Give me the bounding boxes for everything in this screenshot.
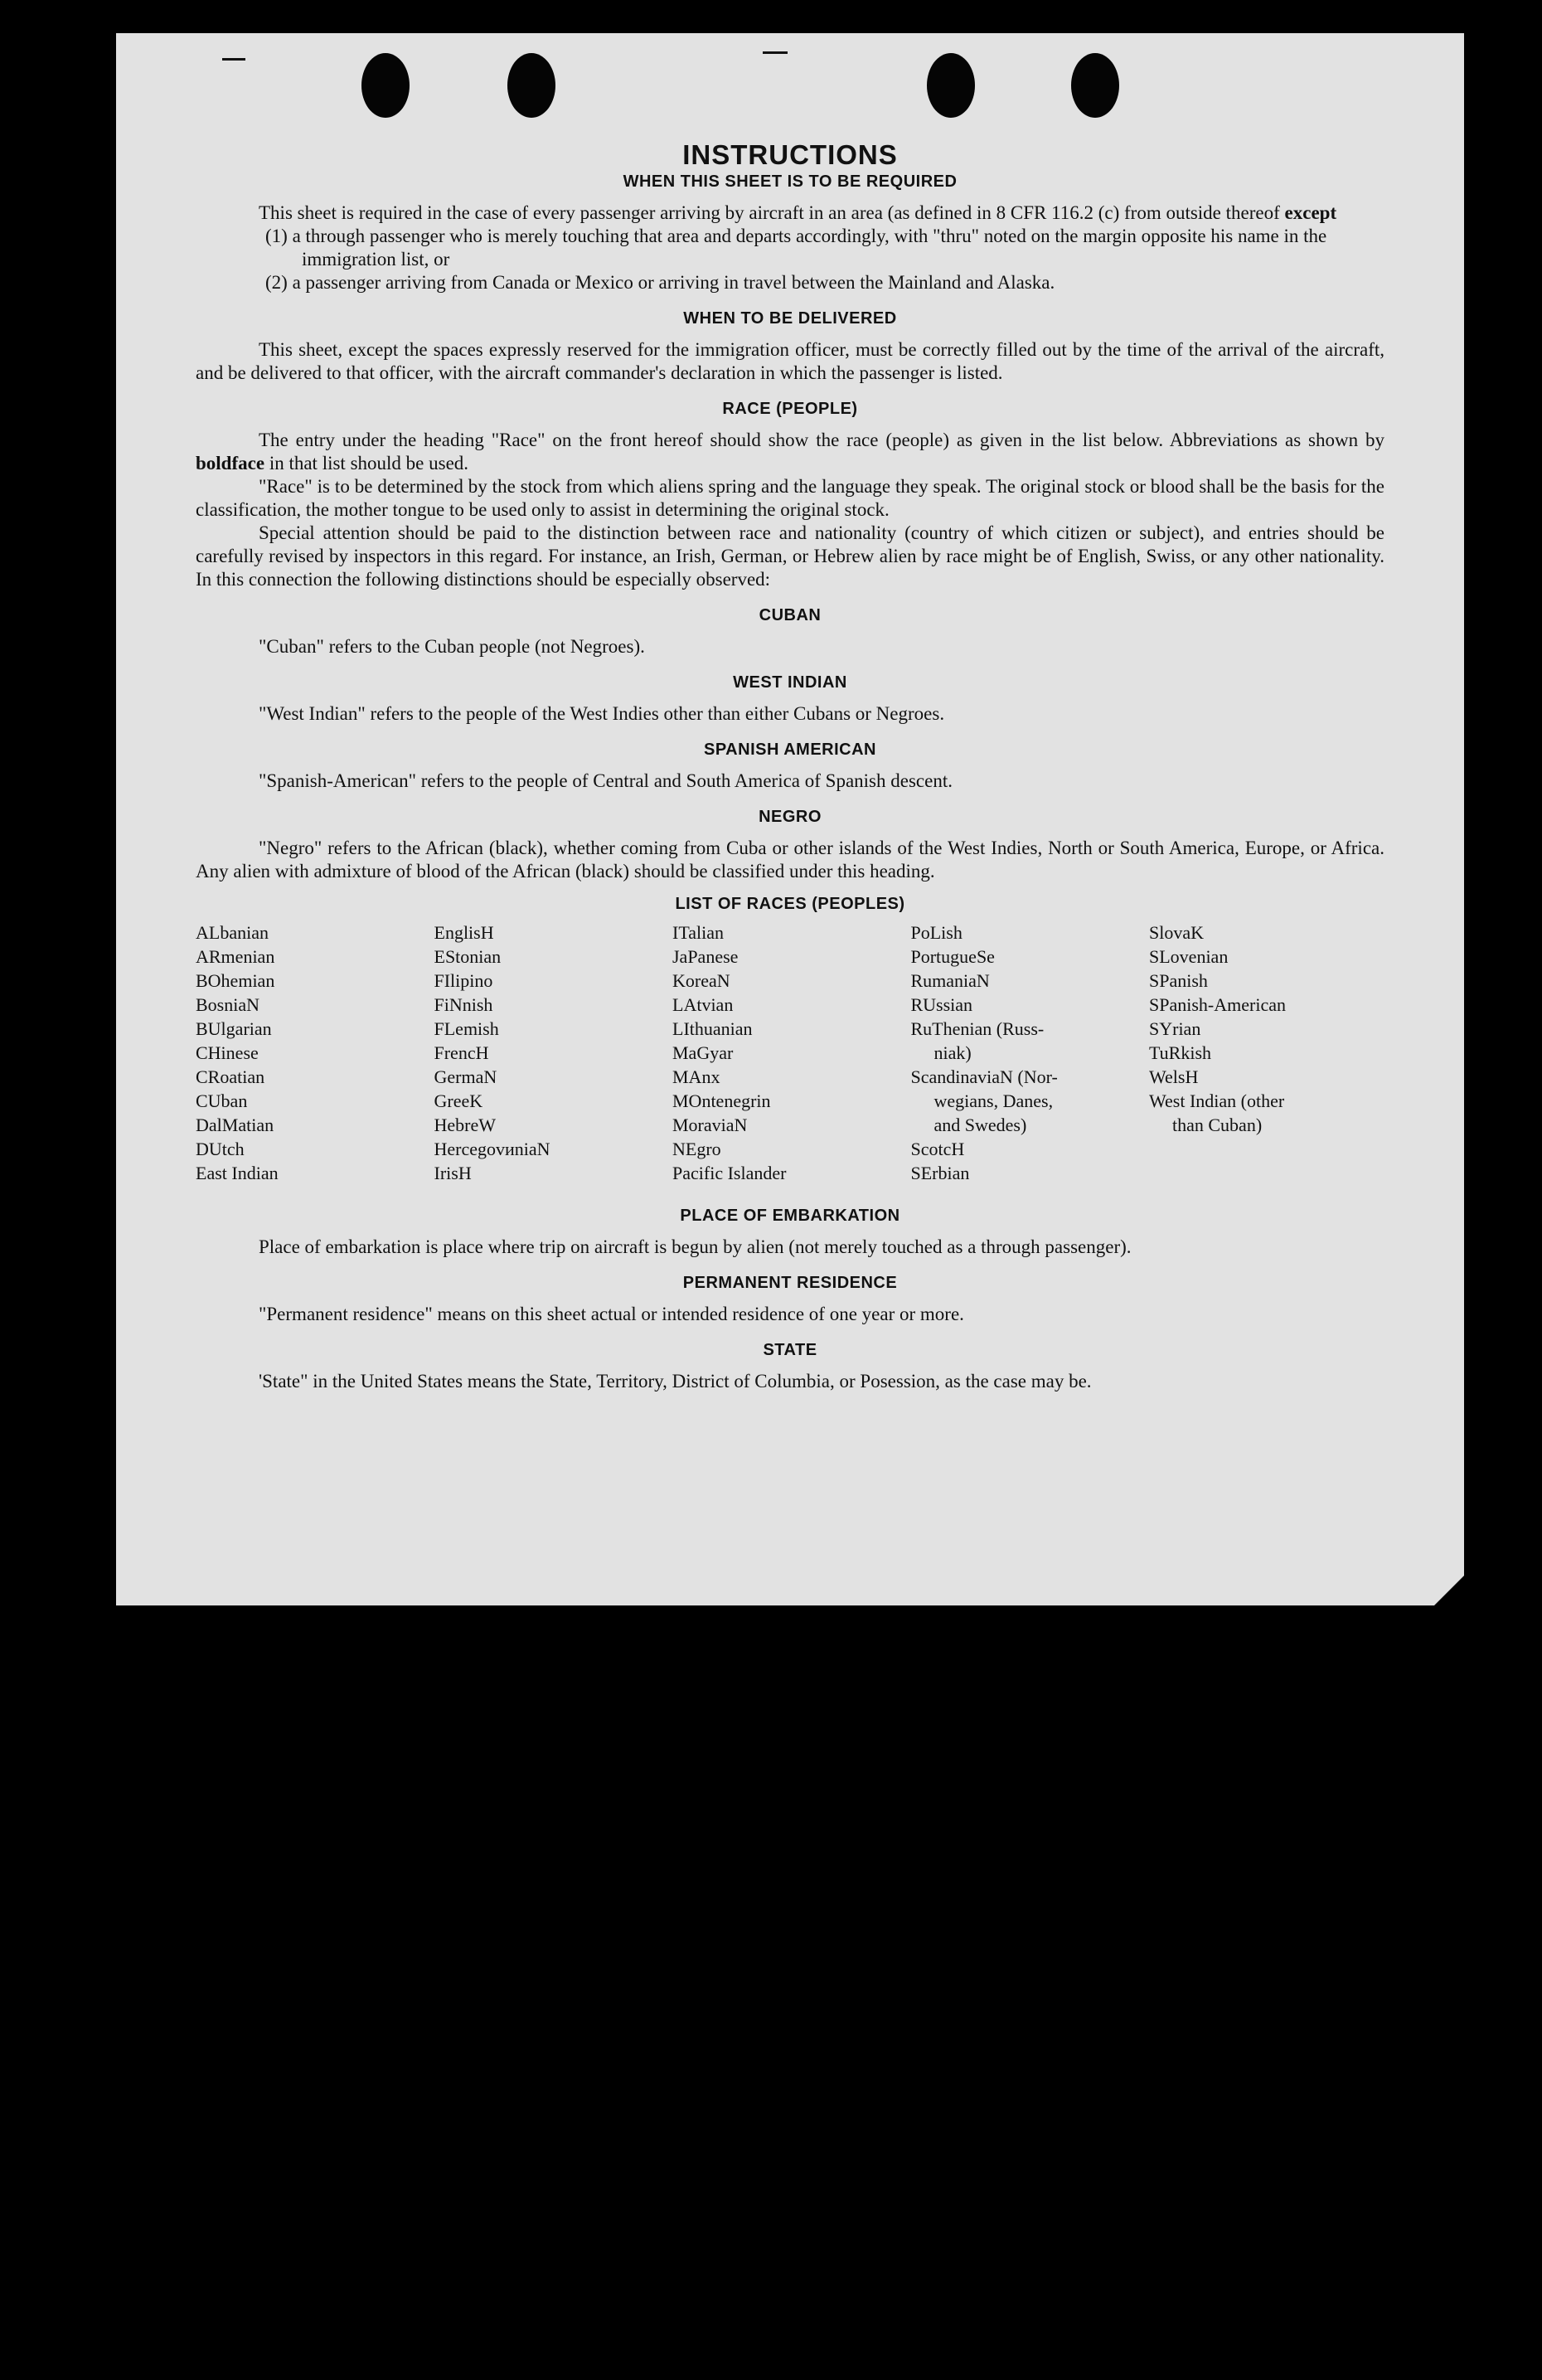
race-list-item: East Indian: [196, 1163, 279, 1183]
race-list-item: SLovenian: [1149, 946, 1229, 967]
race-list-item: CRoatian: [196, 1066, 265, 1087]
race-list-item: niak): [933, 1042, 972, 1063]
section-heading-required: WHEN THIS SHEET IS TO BE REQUIRED: [623, 172, 958, 191]
page-title: INSTRUCTIONS: [682, 139, 898, 170]
race-list-item: RumaniaN: [910, 970, 990, 991]
west-indian-text: "West Indian" refers to the people of the West Indies other than either Cubans or Negroes.: [259, 703, 945, 724]
race-paragraph-2: "Race" is to be determined by the stock from which aliens spring and the language they speak. The original stock or blood shall be the basis for the classification, the mother tongue to be used only to assist in determining the original stock.: [196, 476, 1384, 520]
section-heading-negro: NEGRO: [759, 808, 822, 826]
race-list-item: SlovaK: [1149, 922, 1204, 943]
punch-hole: [1071, 53, 1119, 118]
race-list-item: ScandinaviaN (Nor-: [910, 1066, 1058, 1087]
section-heading-delivered: WHEN TO BE DELIVERED: [683, 309, 897, 328]
race-list-item: GreeK: [434, 1090, 483, 1111]
race-list-item: HebreW: [434, 1115, 497, 1135]
section-heading-west-indian: WEST INDIAN: [733, 673, 847, 692]
state-text: 'State" in the United States means the State, Territory, District of Columbia, or Posession, as the case may be.: [259, 1371, 1092, 1392]
race-list-item: ScotcH: [910, 1139, 965, 1159]
race-list-item: KoreaN: [672, 970, 730, 991]
race-list-item: FLemish: [434, 1018, 499, 1039]
folded-corner: [1434, 1576, 1464, 1605]
race-list-item: BosniaN: [196, 994, 259, 1015]
race-list-item: CUban: [196, 1090, 248, 1111]
race-list-item: wegians, Danes,: [933, 1090, 1054, 1111]
race-list-item: LIthuanian: [672, 1018, 753, 1039]
race-list-item: DalMatian: [196, 1115, 274, 1135]
race-list-item: ITalian: [672, 922, 724, 943]
section-heading-embarkation: PLACE OF EMBARKATION: [680, 1207, 900, 1225]
race-list-item: RUssian: [910, 994, 973, 1015]
race-list-item: SPanish-American: [1149, 994, 1286, 1015]
negro-text: "Negro" refers to the African (black), whether coming from Cuba or other islands of the West Indies, North or South America, Europe, or Africa. Any alien with admixture of blood of the African (black) should be classified under this heading.: [196, 838, 1384, 882]
race-list-item: HercegovиniaN: [434, 1139, 550, 1159]
section-heading-state: STATE: [763, 1341, 817, 1359]
race-list-item: ALbanian: [196, 922, 269, 943]
race-list-item: DUtch: [196, 1139, 245, 1159]
race-list-item: SYrian: [1149, 1018, 1201, 1039]
race-list-item: EStonian: [434, 946, 502, 967]
race-list-item: BUlgarian: [196, 1018, 272, 1039]
race-list-item: MoraviaN: [672, 1115, 748, 1135]
punch-hole: [361, 53, 410, 118]
section-heading-spanish-american: SPANISH AMERICAN: [703, 741, 876, 759]
race-paragraph-3: Special attention should be paid to the distinction between race and nationality (country of which citizen or subject), and entries should be carefully revised by inspectors in this regard. For instance, an Irish, German, or Hebrew alien by race might be of English, Swiss, or any other nationality. In this connection the following distinctions should be especially observed:: [196, 522, 1384, 590]
race-list-column: [672, 920, 908, 1185]
race-list-column: [911, 920, 1147, 1185]
section-heading-residence: PERMANENT RESIDENCE: [682, 1274, 898, 1292]
race-list-item: GermaN: [434, 1066, 497, 1087]
spanish-american-text: "Spanish-American" refers to the people of Central and South America of Spanish descent.: [259, 770, 953, 791]
race-list-item: Pacific Islander: [672, 1163, 787, 1183]
race-p1-text: The entry under the heading "Race" on the front hereof should show the race (people) as given in the list below. Abbreviations as shown by: [259, 430, 1384, 450]
race-list-item: PortugueSe: [910, 946, 995, 967]
race-list-item: PoLish: [910, 922, 963, 943]
race-list-item: IrisH: [434, 1163, 472, 1183]
document-sheet: [116, 33, 1464, 1605]
race-list-column: [434, 920, 670, 1185]
race-p1-text-end: in that list should be used.: [269, 453, 469, 474]
race-list-item: WelsH: [1149, 1066, 1199, 1087]
delivered-text: This sheet, except the spaces expressly reserved for the immigration officer, must be correctly filled out by the time of the arrival of the aircraft, and be delivered to that officer, with the aircraft commander's declaration in which the passenger is listed.: [196, 339, 1384, 383]
race-list-column: [196, 920, 431, 1185]
race-list-item: RuThenian (Russ-: [910, 1018, 1045, 1039]
race-list-item: FiNnish: [434, 994, 493, 1015]
race-list-item: MOntenegrin: [672, 1090, 771, 1111]
race-list: [196, 920, 1384, 1185]
required-item-2: (2) a passenger arriving from Canada or Mexico or arriving in travel between the Mainland and Alaska.: [265, 272, 1055, 293]
section-heading-list-of-races: LIST OF RACES (PEOPLES): [675, 895, 905, 913]
race-list-column: [1149, 920, 1384, 1185]
race-list-item: SErbian: [910, 1163, 970, 1183]
punch-hole: [507, 53, 555, 118]
race-list-item: and Swedes): [933, 1115, 1027, 1135]
race-list-item: EnglisH: [434, 922, 494, 943]
required-intro-bold: except: [1284, 202, 1337, 223]
required-intro-text: This sheet is required in the case of every passenger arriving by aircraft in an area (as defined in 8 CFR 116.2 (c) from outside thereof: [259, 202, 1280, 223]
race-list-item: ARmenian: [196, 946, 275, 967]
cuban-text: "Cuban" refers to the Cuban people (not Negroes).: [259, 636, 645, 657]
scratch-mark: [763, 51, 788, 54]
section-heading-cuban: CUBAN: [759, 606, 822, 624]
race-list-item: JaPanese: [672, 946, 739, 967]
punch-hole: [927, 53, 975, 118]
required-intro: [196, 202, 1384, 225]
residence-text: "Permanent residence" means on this sheet actual or intended residence of one year or more.: [259, 1304, 964, 1324]
race-list-item: MaGyar: [672, 1042, 734, 1063]
embarkation-text: Place of embarkation is place where trip on aircraft is begun by alien (not merely touched as a through passenger).: [259, 1236, 1132, 1257]
race-list-item: FrencH: [434, 1042, 489, 1063]
race-list-item: LAtvian: [672, 994, 734, 1015]
race-list-item: MAnx: [672, 1066, 720, 1087]
required-item-1: (1) a through passenger who is merely touching that area and departs accordingly, with "thru" noted on the margin opposite his name in the immigration list, or: [265, 226, 1327, 270]
race-list-item: BOhemian: [196, 970, 275, 991]
race-list-item: West Indian (other: [1149, 1090, 1285, 1111]
race-list-item: NEgro: [672, 1139, 721, 1159]
race-p1-bold: boldface: [196, 453, 265, 474]
race-list-item: FIlipino: [434, 970, 493, 991]
race-list-item: than Cuban): [1172, 1115, 1263, 1135]
race-paragraph-1: [196, 429, 1384, 475]
race-list-item: TuRkish: [1149, 1042, 1212, 1063]
scratch-mark: [222, 58, 245, 61]
race-list-item: SPanish: [1149, 970, 1208, 991]
race-list-item: CHinese: [196, 1042, 259, 1063]
section-heading-race: RACE (PEOPLE): [722, 400, 858, 418]
